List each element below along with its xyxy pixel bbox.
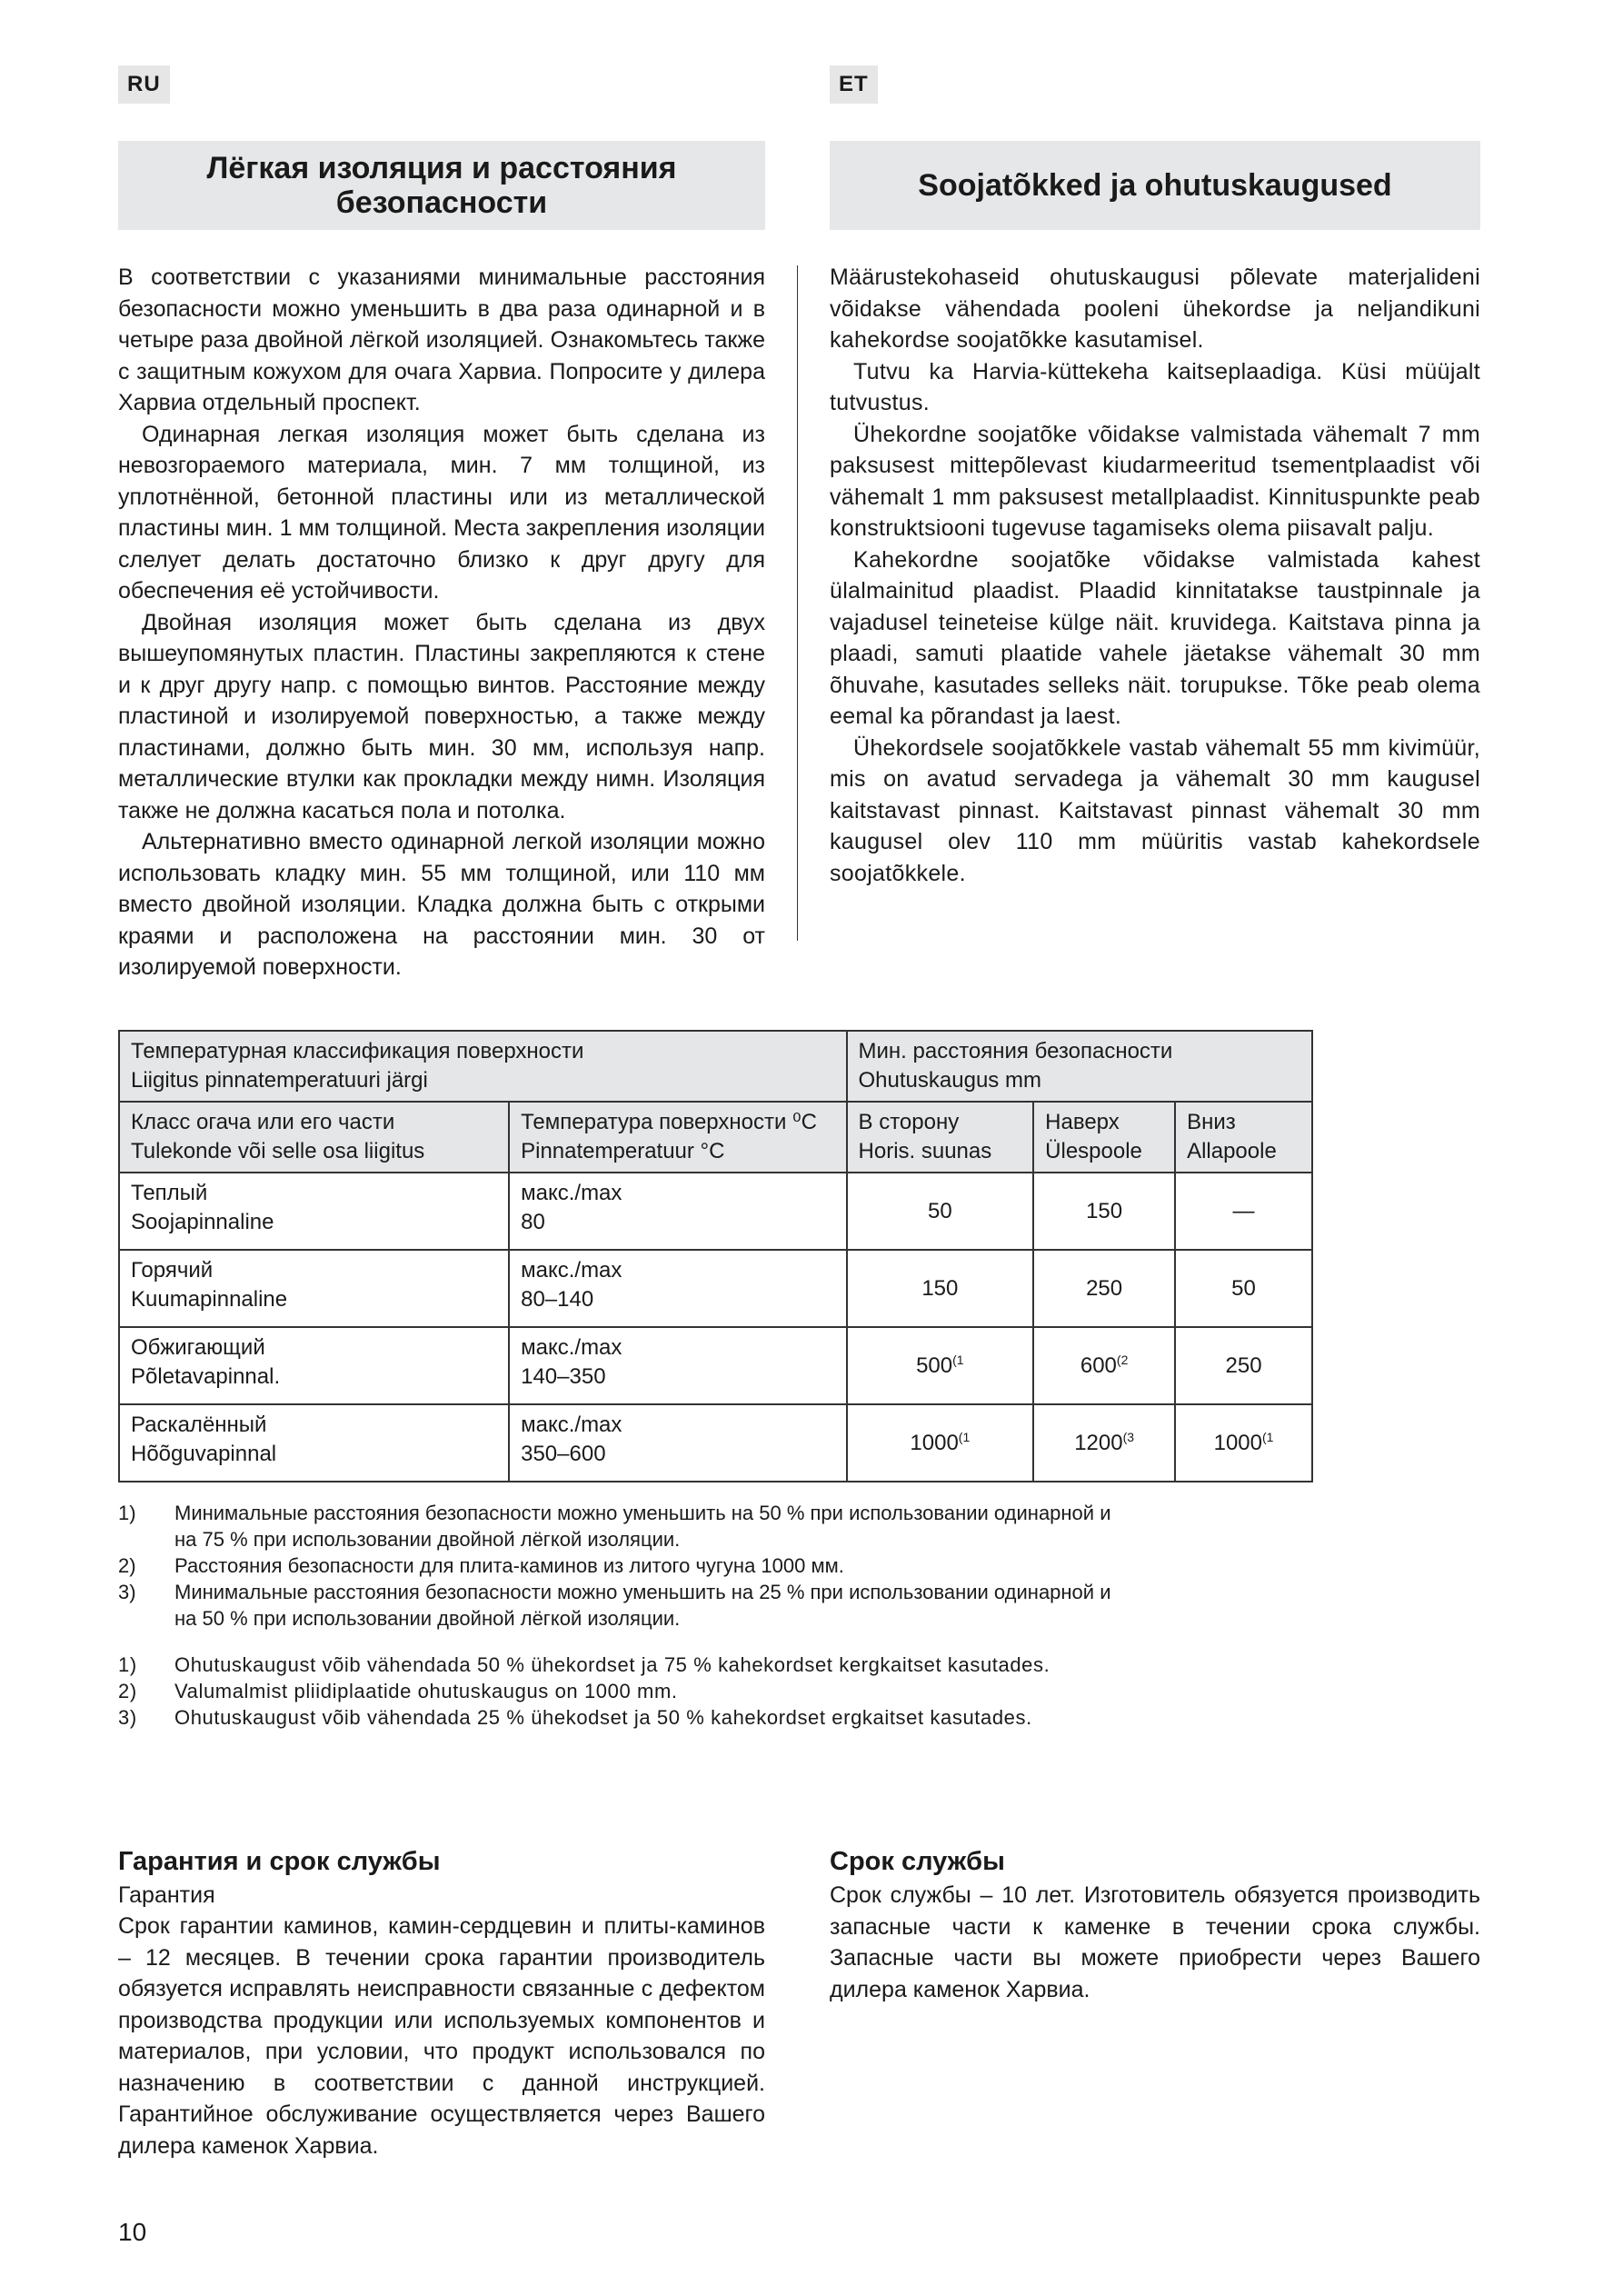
page-number: 10 (118, 2218, 147, 2246)
header-text: Horis. suunas (858, 1139, 992, 1163)
warranty-title: Гарантия и срок службы (118, 1847, 441, 1876)
down-distance (1175, 1327, 1312, 1404)
value: 1000 (1213, 1430, 1262, 1455)
footnote (118, 1579, 1136, 1632)
temp-label: макс./max (521, 1335, 622, 1360)
footnote (118, 1652, 1136, 1678)
value: 50 (927, 1198, 952, 1223)
class-ru: Горячий (131, 1258, 214, 1283)
header-text: В сторону (858, 1110, 960, 1134)
lifetime-text: Срок службы – 10 лет. Изготовитель обязуется производить запасные части к каменке в течении срока службы. Запасные части вы можете приобрести через Вашего дилера каменок Харвиа. (830, 1882, 1480, 2002)
class-cell (119, 1250, 509, 1327)
class-ru: Обжигающий (131, 1335, 265, 1360)
footnote-number: 1) (118, 1653, 137, 1676)
class-cell (119, 1404, 509, 1482)
ru-paragraph: Одинарная легкая изоляция может быть сделана из невозгораемого материала, мин. 7 мм толщиной, из уплотнённой, бетонной пластины или из металлической пластины мин. 1 мм толщиной. Места закрепления изоляции слелует делать достаточно близко к друг другу для обеспечения её устойчивости. (118, 421, 765, 604)
footnote (118, 1678, 1136, 1704)
footnote (118, 1500, 1136, 1552)
header-text: Pinnatemperatuur °C (521, 1139, 725, 1163)
class-ru: Раскалённый (131, 1413, 267, 1437)
warranty-text: Срок гарантии каминов, камин-сердцевин и плиты-каминов – 12 месяцев. В течении срока гарантии производитель обязуется исправлять неисправности связанные с дефектом производства продукции или используемых компонентов и материалов, при условии, что продукт использовался по назначению в соответствии с данной инструкцией. Гарантийное обслуживание осуществляется через Вашего дилера каменок Харвиа. (118, 1913, 765, 2159)
header-text: Мин. расстояния безопасности (858, 1039, 1173, 1063)
up-distance (1033, 1250, 1175, 1327)
section-heading-ru (118, 141, 765, 230)
temperature-cell (509, 1250, 846, 1327)
header-up (1033, 1102, 1175, 1173)
footnote-number: 3) (118, 1706, 137, 1729)
value: 150 (1086, 1198, 1123, 1223)
footnote-ref: (1 (952, 1352, 964, 1367)
header-min-distances (847, 1031, 1312, 1102)
header-text: Наверх (1045, 1110, 1120, 1134)
table-row (119, 1173, 1312, 1250)
temp-value: 350–600 (521, 1442, 606, 1466)
temperature-cell (509, 1327, 846, 1404)
table-subheader-row (119, 1102, 1312, 1173)
footnotes-ru (118, 1500, 1136, 1632)
section-heading-et (830, 141, 1480, 230)
value: 150 (921, 1275, 959, 1301)
header-classification (119, 1031, 847, 1102)
temperature-cell (509, 1404, 846, 1482)
header-temperature (509, 1102, 846, 1173)
safety-distance-table (118, 1030, 1313, 1482)
value: 1200 (1074, 1430, 1123, 1455)
heading-text-ru: Лёгкая изоляция и расстояния безопасности (206, 151, 677, 220)
class-et: Soojapinnaline (131, 1210, 274, 1234)
class-et: Põletavapinnal. (131, 1364, 281, 1389)
header-text: Ohutuskaugus mm (858, 1068, 1041, 1093)
table-row (119, 1250, 1312, 1327)
value: 600 (1080, 1353, 1117, 1378)
et-paragraph: Kahekordne soojatõke võidakse valmistada kahest ülalmainitud plaadist. Plaadid kinnitatakse taustpinnale ja vajadusel teineteise külge näit. kruvidega. Kaitstava pinna ja plaadi, samuti plaatide vahele jäetakse vähemalt 30 mm õhuvahe, kasutades selleks näit. torupukse. Tõke peab olema eemal ka põrandast ja laest. (830, 546, 1480, 729)
value: 500 (916, 1353, 953, 1378)
footnote-number: 3) (118, 1581, 136, 1603)
footnote-ref: (1 (1262, 1429, 1274, 1444)
footnote-ref: (3 (1122, 1429, 1135, 1444)
header-text: Температура поверхности ⁰C (521, 1110, 818, 1134)
up-distance (1033, 1404, 1175, 1482)
class-et: Hõõguvapinnal (131, 1442, 277, 1466)
header-text: Класс огача или его части (131, 1110, 395, 1134)
ru-paragraph: Двойная изоляция может быть сделана из двух вышеупомянутых пластин. Пластины закрепляются к стене и к друг другу напр. с помощью винтов. Расстояние между пластиной и изолируемой поверхностью, а также между пластинами, должно быть мин. 30 мм, используя напр. металлические втулки как прокладки между нимн. Изоляция также не должна касаться пола и потолка. (118, 609, 765, 824)
value: — (1232, 1198, 1255, 1223)
footnote-text: Valumalmist pliidiplaatide ohutuskaugus on 1000 mm. (174, 1680, 678, 1702)
header-text: Tulekonde või selle osa liigitus (131, 1139, 425, 1163)
value: 50 (1231, 1275, 1256, 1301)
class-ru: Теплый (131, 1181, 208, 1205)
et-paragraph: Ühekordne soojatõke võidakse valmistada vähemalt 7 mm paksusest mittepõlevast kiudarmeeritud tsementplaadist või vähemalt 1 mm paksusest metallplaadist. Kinnituspunkte peab konstruktsiooni tugevuse tagamiseks olema piisavalt palju. (830, 421, 1480, 541)
side-distance (847, 1173, 1034, 1250)
header-text: Allapoole (1187, 1139, 1277, 1163)
temperature-cell (509, 1173, 846, 1250)
down-distance (1175, 1250, 1312, 1327)
class-cell (119, 1327, 509, 1404)
table-row (119, 1327, 1312, 1404)
value: 250 (1225, 1353, 1262, 1378)
ru-paragraph: В соответствии с указаниями минимальные расстояния безопасности можно уменьшить в два раза одинарной и в четыре раза двойной лёгкой изоляцией. Ознакомьтесь также с защитным кожухом для очага Харвиа. Попросите у дилера Харвиа отдельный проспект. (118, 265, 765, 415)
table-header-row (119, 1031, 1312, 1102)
table-row (119, 1404, 1312, 1482)
side-distance (847, 1327, 1034, 1404)
language-tag-et: ET (830, 65, 878, 104)
footnote-text: Минимальные расстояния безопасности можно уменьшить на 25 % при использовании одинарной и на 50 % при использовании двойной лёгкой изоляции. (174, 1581, 1111, 1630)
temp-value: 80 (521, 1210, 545, 1234)
lifetime-title: Срок службы (830, 1847, 1005, 1876)
temp-value: 140–350 (521, 1364, 606, 1389)
header-class (119, 1102, 509, 1173)
footnote (118, 1552, 1136, 1579)
footnote-text: Минимальные расстояния безопасности можно уменьшить на 50 % при использовании одинарной и на 75 % при использовании двойной лёгкой изоляции. (174, 1502, 1111, 1551)
footnote-ref: (2 (1116, 1352, 1129, 1367)
footnote-text: Расстояния безопасности для плита-каминов из литого чугуна 1000 мм. (174, 1554, 844, 1577)
value: 1000 (910, 1430, 959, 1455)
heading-text-et: Soojatõkked ja ohutuskaugused (918, 168, 1392, 203)
lifetime-text-block (830, 1880, 1480, 2005)
language-tag-ru: RU (118, 65, 170, 104)
footnote (118, 1704, 1136, 1731)
warranty-subtitle: Гарантия (118, 1882, 215, 1908)
footnote-number: 2) (118, 1554, 136, 1577)
header-down (1175, 1102, 1312, 1173)
et-paragraph: Tutvu ka Harvia-küttekeha kaitseplaadiga. Küsi müüjalt tutvustus. (830, 358, 1480, 415)
header-text: Liigitus pinnatemperatuuri järgi (131, 1068, 428, 1093)
footnote-text: Ohutuskaugust võib vähendada 50 % ühekordset ja 75 % kahekordset kergkaitset kasutades. (174, 1653, 1050, 1676)
class-cell (119, 1173, 509, 1250)
et-body-text (830, 262, 1480, 889)
side-distance (847, 1250, 1034, 1327)
temp-value: 80–140 (521, 1287, 594, 1312)
header-text: Температурная классификация поверхности (131, 1039, 584, 1063)
et-paragraph: Ühekordsele soojatõkkele vastab vähemalt 55 mm kivimüür, mis on avatud servadega ja vähemalt 30 mm kaugusel kaitstavast pinnast. Kaitstavast pinnast vähemalt 30 mm kaugusel olev 110 mm müüritis vastab kahekordsele soojatõkkele. (830, 734, 1480, 886)
et-paragraph: Määrustekohaseid ohutuskaugusi põlevate materjalideni võidakse vähendada pooleni ühekordse ja neljandikuni kahekordse soojatõkke kasutamisel. (830, 265, 1480, 353)
footnote-text: Ohutuskaugust võib vähendada 25 % ühekodset ja 50 % kahekordset ergkaitset kasutades. (174, 1706, 1032, 1729)
header-side (847, 1102, 1034, 1173)
temp-label: макс./max (521, 1258, 622, 1283)
value: 250 (1086, 1275, 1123, 1301)
footnote-number: 2) (118, 1680, 137, 1702)
warranty-text-block (118, 1911, 765, 2161)
header-text: Ülespoole (1045, 1139, 1142, 1163)
down-distance (1175, 1404, 1312, 1482)
column-divider (797, 265, 798, 941)
temp-label: макс./max (521, 1413, 622, 1437)
ru-body-text (118, 262, 765, 983)
header-text: Вниз (1187, 1110, 1236, 1134)
side-distance (847, 1404, 1034, 1482)
ru-paragraph: Альтернативно вместо одинарной легкой изоляции можно использовать кладку мин. 55 мм толщиной, или 110 мм вместо двойной изоляции. Кладка должна быть с открыми краями и расположена на расстоянии мин. 30 от изолируемой поверхности. (118, 829, 765, 980)
footnote-ref: (1 (958, 1429, 971, 1444)
up-distance (1033, 1173, 1175, 1250)
class-et: Kuumapinnaline (131, 1287, 288, 1312)
up-distance (1033, 1327, 1175, 1404)
footnotes-et (118, 1652, 1136, 1731)
temp-label: макс./max (521, 1181, 622, 1205)
down-distance (1175, 1173, 1312, 1250)
footnote-number: 1) (118, 1502, 136, 1524)
